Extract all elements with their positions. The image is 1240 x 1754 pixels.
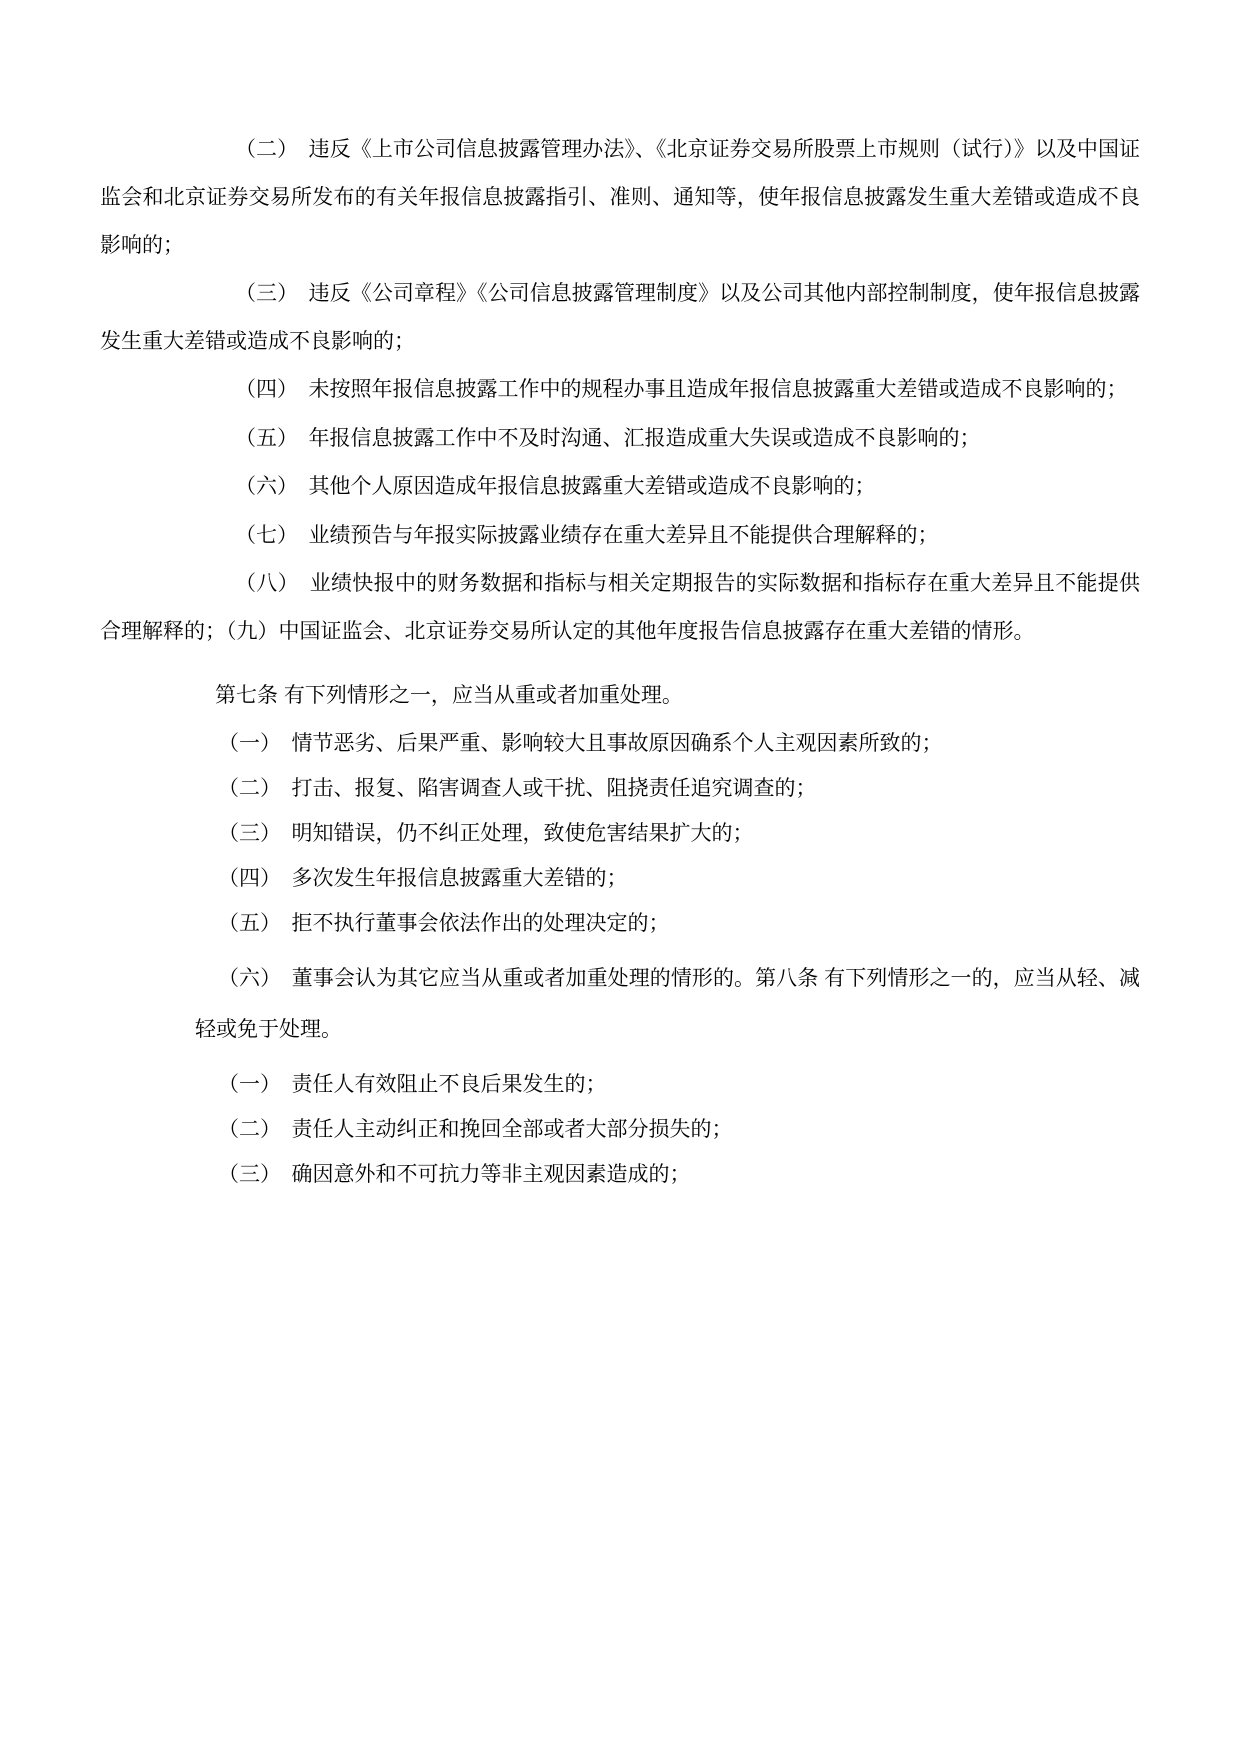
aggravating-item-4: （四） 多次发生年报信息披露重大差错的； [218, 867, 628, 890]
clause-3-internal-rules-violation: （三） 违反《公司章程》《公司信息披露管理制度》以及公司其他内部控制制度，使年报信息披露发生重大差错或造成不良影响的； [100, 282, 1140, 353]
clause-2-disclosure-rules-violation: （二） 违反《上市公司信息披露管理办法》、《北京证券交易所股票上市规则（试行）》以及中国证监会和北京证券交易所发布的有关年报信息披露指引、准则、通知等，使年报信息披露发生重大差错或造成不良影响的； [100, 138, 1140, 257]
article-7-heading: 第七条 有下列情形之一，应当从重或者加重处理。 [215, 684, 683, 707]
clause-7-forecast-discrepancy: （七） 业绩预告与年报实际披露业绩存在重大差异且不能提供合理解释的； [235, 524, 939, 547]
aggravating-item-5: （五） 拒不执行董事会依法作出的处理决定的； [218, 912, 670, 935]
mitigating-item-1: （一） 责任人有效阻止不良后果发生的； [218, 1073, 607, 1096]
clause-5-communication-failure: （五） 年报信息披露工作中不及时沟通、汇报造成重大失误或造成不良影响的； [235, 427, 981, 450]
mitigating-item-3: （三） 确因意外和不可抗力等非主观因素造成的； [218, 1163, 691, 1186]
aggravating-item-3: （三） 明知错误，仍不纠正处理，致使危害结果扩大的； [218, 822, 754, 845]
clause-8-9-flash-report-discrepancy: （八） 业绩快报中的财务数据和指标与相关定期报告的实际数据和指标存在重大差异且不能提供合理解释的；（九）中国证监会、北京证券交易所认定的其他年度报告信息披露存在重大差错的情形。 [100, 572, 1140, 643]
clause-6-personal-cause: （六） 其他个人原因造成年报信息披露重大差错或造成不良影响的； [235, 475, 876, 498]
clause-4-procedure-violation: （四） 未按照年报信息披露工作中的规程办事且造成年报信息披露重大差错或造成不良影响的； [235, 378, 1128, 401]
aggravating-item-1: （一） 情节恶劣、后果严重、影响较大且事故原因确系个人主观因素所致的； [218, 732, 943, 755]
aggravating-item-2: （二） 打击、报复、陷害调查人或干扰、阻挠责任追究调查的； [218, 777, 817, 800]
aggravating-item-6-article-8: （六） 董事会认为其它应当从重或者加重处理的情形的。第八条 有下列情形之一的，应当从轻、减轻或免于处理。 [195, 967, 1140, 1041]
document-body [100, 126, 1140, 1190]
mitigating-item-2: （二） 责任人主动纠正和挽回全部或者大部分损失的； [218, 1118, 733, 1141]
